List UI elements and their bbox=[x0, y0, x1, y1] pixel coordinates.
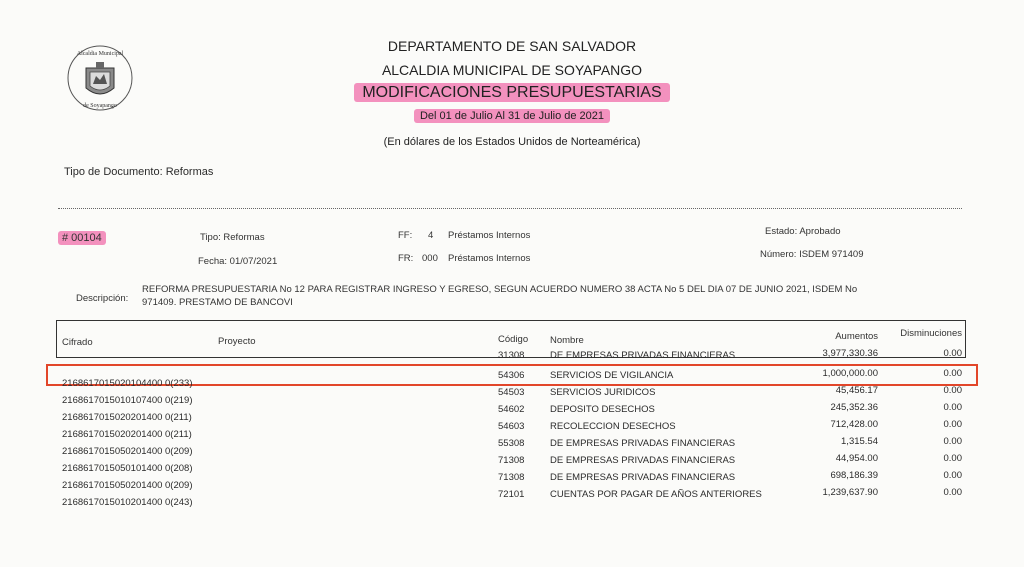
record-fecha: Fecha: 01/07/2021 bbox=[198, 256, 278, 267]
cifrado-cell: 2168617015020201400 0(211) bbox=[62, 429, 192, 440]
fr-label: FR: bbox=[398, 253, 414, 264]
description-line-2: 971409. PRESTAMO DE BANCOVI bbox=[142, 297, 293, 308]
nombre-cell: DEPOSITO DESECHOS bbox=[550, 404, 655, 415]
disminuciones-cell: 0.00 bbox=[943, 436, 962, 447]
disminuciones-cell: 0.00 bbox=[943, 419, 962, 430]
aumentos-cell: 3,977,330.36 bbox=[822, 348, 878, 359]
record-numero: Número: ISDEM 971409 bbox=[760, 249, 864, 260]
cifrado-cell: 2168617015020104400 0(233) bbox=[62, 378, 193, 389]
report-period-wrap bbox=[0, 110, 1024, 122]
nombre-cell: DE EMPRESAS PRIVADAS FINANCIERAS bbox=[550, 438, 736, 449]
department-heading: DEPARTAMENTO DE SAN SALVADOR bbox=[387, 38, 637, 54]
disminuciones-cell: 0.00 bbox=[943, 487, 962, 498]
disminuciones-cell: 0.00 bbox=[943, 402, 962, 413]
report-period: Del 01 de Julio Al 31 de Julio de 2021 bbox=[414, 109, 610, 123]
nombre-cell: DE EMPRESAS PRIVADAS FINANCIERAS bbox=[550, 350, 736, 361]
disminuciones-cell: 0.00 bbox=[943, 470, 962, 481]
fr-name: Préstamos Internos bbox=[448, 253, 531, 264]
codigo-cell: 54603 bbox=[498, 421, 525, 432]
cifrado-cell: 2168617015010201400 0(243) bbox=[62, 497, 193, 508]
col-header-codigo: Código bbox=[498, 334, 529, 345]
aumentos-cell: 1,239,637.90 bbox=[822, 487, 878, 498]
col-header-nombre: Nombre bbox=[550, 335, 584, 346]
cifrado-cell: 2168617015050101400 0(208) bbox=[62, 463, 193, 474]
aumentos-cell: 712,428.00 bbox=[830, 419, 878, 430]
codigo-cell: 55308 bbox=[498, 438, 525, 449]
svg-text:de Soyapango: de Soyapango bbox=[83, 103, 117, 109]
codigo-cell: 71308 bbox=[498, 472, 525, 483]
nombre-cell: SERVICIOS JURIDICOS bbox=[550, 387, 656, 398]
aumentos-cell: 245,352.36 bbox=[830, 402, 878, 413]
record-number: # 00104 bbox=[58, 231, 106, 245]
nombre-cell: CUENTAS POR PAGAR DE AÑOS ANTERIORES bbox=[550, 489, 762, 500]
fr-code: 000 bbox=[422, 253, 438, 264]
col-header-aumentos: Aumentos bbox=[835, 331, 878, 342]
cifrado-cell: 2168617015050201400 0(209) bbox=[62, 446, 193, 457]
nombre-cell: SERVICIOS DE VIGILANCIA bbox=[550, 370, 674, 381]
ff-name: Préstamos Internos bbox=[448, 230, 531, 241]
report-title: MODIFICACIONES PRESUPUESTARIAS bbox=[354, 83, 669, 102]
aumentos-cell: 1,000,000.00 bbox=[822, 368, 878, 379]
col-header-cifrado: Cifrado bbox=[62, 337, 93, 348]
description-label: Descripción: bbox=[76, 293, 129, 304]
disminuciones-cell: 0.00 bbox=[943, 385, 962, 396]
col-header-proyecto: Proyecto bbox=[218, 336, 256, 347]
aumentos-cell: 698,186.39 bbox=[830, 470, 878, 481]
aumentos-cell: 44,954.00 bbox=[835, 453, 878, 464]
codigo-cell: 31308 bbox=[498, 350, 525, 361]
dotted-separator bbox=[58, 208, 962, 209]
codigo-cell: 54503 bbox=[498, 387, 525, 398]
codigo-cell: 54306 bbox=[498, 370, 525, 381]
svg-text:Alcaldia Municipal: Alcaldia Municipal bbox=[76, 51, 124, 57]
aumentos-cell: 45,456.17 bbox=[835, 385, 878, 396]
record-tipo: Tipo: Reformas bbox=[200, 232, 265, 243]
nombre-cell: DE EMPRESAS PRIVADAS FINANCIERAS bbox=[550, 455, 736, 466]
col-header-disminuciones: Disminuciones bbox=[900, 328, 962, 339]
currency-note: (En dólares de los Estados Unidos de Norteamérica) bbox=[383, 136, 641, 148]
record-estado: Estado: Aprobado bbox=[765, 226, 841, 237]
codigo-cell: 71308 bbox=[498, 455, 525, 466]
disminuciones-cell: 0.00 bbox=[943, 348, 962, 359]
report-title-wrap bbox=[0, 84, 1024, 102]
ff-code: 4 bbox=[428, 230, 434, 241]
cifrado-cell: 2168617015020201400 0(211) bbox=[62, 412, 192, 423]
codigo-cell: 72101 bbox=[498, 489, 525, 500]
disminuciones-cell: 0.00 bbox=[943, 453, 962, 464]
nombre-cell: RECOLECCION DESECHOS bbox=[550, 421, 676, 432]
cifrado-cell: 2168617015050201400 0(209) bbox=[62, 480, 193, 491]
description-line-1: REFORMA PRESUPUESTARIA No 12 PARA REGISTRAR INGRESO Y EGRESO, SEGUN ACUERDO NUMERO 38 ACTA No 5 DEL DIA 07 DE JUNIO 2021, ISDEM No bbox=[142, 284, 858, 295]
codigo-cell: 54602 bbox=[498, 404, 525, 415]
ff-label: FF: bbox=[398, 230, 413, 241]
cifrado-cell: 2168617015010107400 0(219) bbox=[62, 395, 193, 406]
nombre-cell: DE EMPRESAS PRIVADAS FINANCIERAS bbox=[550, 472, 736, 483]
record-number-wrap bbox=[58, 232, 106, 244]
document-type: Tipo de Documento: Reformas bbox=[64, 166, 214, 178]
disminuciones-cell: 0.00 bbox=[943, 368, 962, 379]
municipality-heading: ALCALDIA MUNICIPAL DE SOYAPANGO bbox=[381, 62, 643, 78]
aumentos-cell: 1,315.54 bbox=[841, 436, 878, 447]
